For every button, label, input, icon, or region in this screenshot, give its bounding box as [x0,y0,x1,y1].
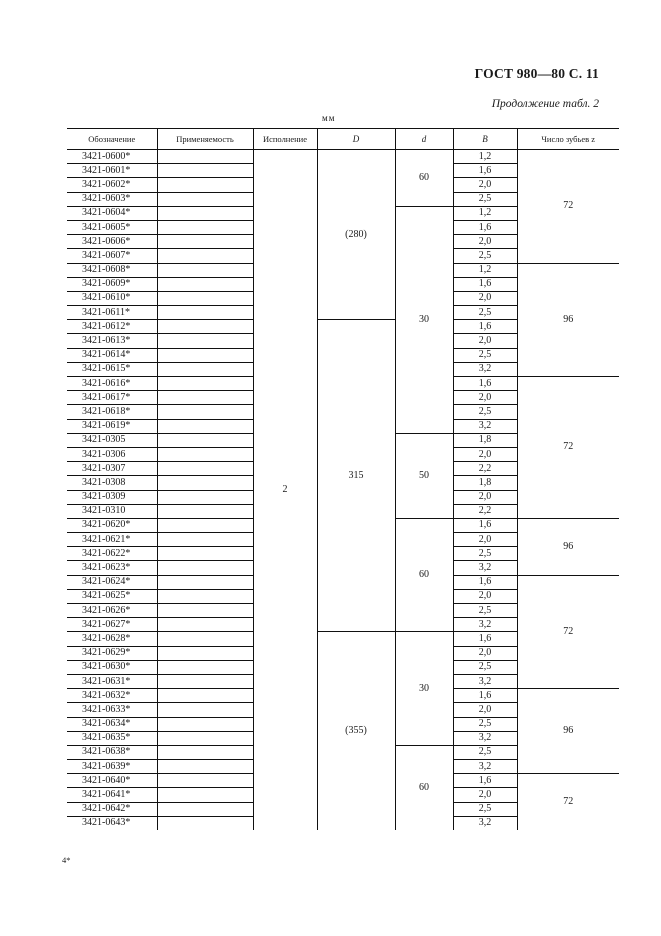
designation-cell: 3421-0643* [67,816,157,830]
applicability-cell [157,518,253,532]
B-cell: 2,0 [453,589,517,603]
col-header-d: d [395,129,453,150]
d-cell: 30 [395,206,453,433]
designation-cell: 3421-0610* [67,291,157,305]
designation-cell: 3421-0624* [67,575,157,589]
table-body [67,150,619,831]
B-cell: 2,2 [453,504,517,518]
teeth-cell: 96 [517,518,619,575]
B-cell: 1,6 [453,632,517,646]
designation-cell: 3421-0307 [67,462,157,476]
designation-cell: 3421-0601* [67,164,157,178]
B-cell: 2,5 [453,249,517,263]
designation-cell: 3421-0603* [67,192,157,206]
applicability-cell [157,802,253,816]
B-cell: 2,5 [453,192,517,206]
B-cell: 2,5 [453,745,517,759]
B-cell: 1,2 [453,263,517,277]
applicability-cell [157,320,253,334]
teeth-cell: 72 [517,150,619,264]
designation-cell: 3421-0612* [67,320,157,334]
applicability-cell [157,490,253,504]
designation-cell: 3421-0623* [67,561,157,575]
applicability-cell [157,249,253,263]
B-cell: 2,2 [453,462,517,476]
B-cell: 2,0 [453,788,517,802]
applicability-cell [157,745,253,759]
applicability-cell [157,164,253,178]
applicability-cell [157,192,253,206]
designation-cell: 3421-0608* [67,263,157,277]
B-cell: 3,2 [453,760,517,774]
teeth-cell: 72 [517,377,619,519]
B-cell: 2,0 [453,391,517,405]
designation-cell: 3421-0629* [67,646,157,660]
B-cell: 1,6 [453,277,517,291]
applicability-cell [157,604,253,618]
designation-cell: 3421-0605* [67,220,157,234]
B-cell: 3,2 [453,362,517,376]
applicability-cell [157,220,253,234]
B-cell: 3,2 [453,816,517,830]
applicability-cell [157,391,253,405]
col-header-applicability: Применяемость [157,129,253,150]
applicability-cell [157,206,253,220]
designation-cell: 3421-0609* [67,277,157,291]
col-header-D: D [317,129,395,150]
applicability-cell [157,703,253,717]
B-cell: 2,5 [453,802,517,816]
B-cell: 1,6 [453,575,517,589]
B-cell: 1,6 [453,164,517,178]
applicability-cell [157,476,253,490]
table-row [67,150,619,164]
B-cell: 2,0 [453,235,517,249]
teeth-cell: 72 [517,575,619,689]
B-cell: 1,6 [453,518,517,532]
applicability-cell [157,405,253,419]
D-cell: (355) [317,632,395,830]
designation-cell: 3421-0638* [67,745,157,759]
B-cell: 1,6 [453,774,517,788]
teeth-cell: 96 [517,689,619,774]
B-cell: 1,6 [453,220,517,234]
designation-cell: 3421-0308 [67,476,157,490]
applicability-cell [157,547,253,561]
designation-cell: 3421-0611* [67,306,157,320]
applicability-cell [157,660,253,674]
B-cell: 2,0 [453,703,517,717]
table-header-row [67,129,619,150]
footer-mark: 4* [62,855,71,865]
applicability-cell [157,646,253,660]
col-header-execution: Исполнение [253,129,317,150]
teeth-cell: 96 [517,263,619,377]
applicability-cell [157,689,253,703]
applicability-cell [157,731,253,745]
applicability-cell [157,632,253,646]
B-cell: 3,2 [453,731,517,745]
designation-cell: 3421-0619* [67,419,157,433]
designation-cell: 3421-0600* [67,150,157,164]
applicability-cell [157,306,253,320]
designation-cell: 3421-0309 [67,490,157,504]
designation-cell: 3421-0618* [67,405,157,419]
applicability-cell [157,533,253,547]
B-cell: 2,0 [453,533,517,547]
designation-cell: 3421-0614* [67,348,157,362]
dimensions-table [67,128,619,830]
designation-cell: 3421-0620* [67,518,157,532]
d-cell: 60 [395,150,453,207]
designation-cell: 3421-0622* [67,547,157,561]
B-cell: 2,5 [453,717,517,731]
B-cell: 1,6 [453,320,517,334]
unit-label: мм [322,113,336,123]
B-cell: 1,6 [453,377,517,391]
applicability-cell [157,433,253,447]
designation-cell: 3421-0634* [67,717,157,731]
applicability-cell [157,575,253,589]
applicability-cell [157,816,253,830]
applicability-cell [157,348,253,362]
D-cell: 315 [317,320,395,632]
designation-cell: 3421-0615* [67,362,157,376]
applicability-cell [157,291,253,305]
designation-cell: 3421-0621* [67,533,157,547]
applicability-cell [157,334,253,348]
B-cell: 3,2 [453,674,517,688]
table-continuation-caption: Продолжение табл. 2 [491,98,599,110]
designation-cell: 3421-0625* [67,589,157,603]
B-cell: 1,2 [453,206,517,220]
applicability-cell [157,674,253,688]
designation-cell: 3421-0606* [67,235,157,249]
B-cell: 3,2 [453,561,517,575]
applicability-cell [157,377,253,391]
applicability-cell [157,717,253,731]
designation-cell: 3421-0626* [67,604,157,618]
col-header-designation: Обозначение [67,129,157,150]
B-cell: 2,0 [453,178,517,192]
designation-cell: 3421-0635* [67,731,157,745]
designation-cell: 3421-0628* [67,632,157,646]
B-cell: 2,5 [453,660,517,674]
B-cell: 2,0 [453,447,517,461]
applicability-cell [157,760,253,774]
applicability-cell [157,589,253,603]
execution-cell: 2 [253,150,317,831]
applicability-cell [157,618,253,632]
D-cell: (280) [317,150,395,320]
B-cell: 3,2 [453,419,517,433]
applicability-cell [157,774,253,788]
designation-cell: 3421-0632* [67,689,157,703]
B-cell: 2,5 [453,405,517,419]
designation-cell: 3421-0640* [67,774,157,788]
d-cell: 50 [395,433,453,518]
designation-cell: 3421-0617* [67,391,157,405]
B-cell: 1,6 [453,689,517,703]
designation-cell: 3421-0306 [67,447,157,461]
designation-cell: 3421-0616* [67,377,157,391]
applicability-cell [157,462,253,476]
applicability-cell [157,263,253,277]
B-cell: 2,5 [453,306,517,320]
designation-cell: 3421-0639* [67,760,157,774]
B-cell: 1,2 [453,150,517,164]
designation-cell: 3421-0613* [67,334,157,348]
B-cell: 1,8 [453,476,517,490]
d-cell: 60 [395,745,453,830]
designation-cell: 3421-0627* [67,618,157,632]
designation-cell: 3421-0630* [67,660,157,674]
applicability-cell [157,235,253,249]
B-cell: 1,8 [453,433,517,447]
applicability-cell [157,419,253,433]
page-header: ГОСТ 980—80 С. 11 [474,66,599,81]
col-header-B: B [453,129,517,150]
designation-cell: 3421-0633* [67,703,157,717]
designation-cell: 3421-0642* [67,802,157,816]
applicability-cell [157,277,253,291]
applicability-cell [157,788,253,802]
applicability-cell [157,178,253,192]
B-cell: 2,5 [453,604,517,618]
d-cell: 30 [395,632,453,746]
designation-cell: 3421-0310 [67,504,157,518]
B-cell: 2,0 [453,646,517,660]
applicability-cell [157,362,253,376]
designation-cell: 3421-0604* [67,206,157,220]
B-cell: 2,0 [453,291,517,305]
teeth-cell: 72 [517,774,619,830]
designation-cell: 3421-0305 [67,433,157,447]
d-cell: 60 [395,518,453,632]
B-cell: 2,0 [453,490,517,504]
designation-cell: 3421-0631* [67,674,157,688]
applicability-cell [157,150,253,164]
col-header-teeth: Число зубьев z [517,129,619,150]
applicability-cell [157,561,253,575]
applicability-cell [157,447,253,461]
designation-cell: 3421-0602* [67,178,157,192]
B-cell: 2,5 [453,547,517,561]
B-cell: 2,0 [453,334,517,348]
B-cell: 3,2 [453,618,517,632]
B-cell: 2,5 [453,348,517,362]
applicability-cell [157,504,253,518]
designation-cell: 3421-0607* [67,249,157,263]
designation-cell: 3421-0641* [67,788,157,802]
